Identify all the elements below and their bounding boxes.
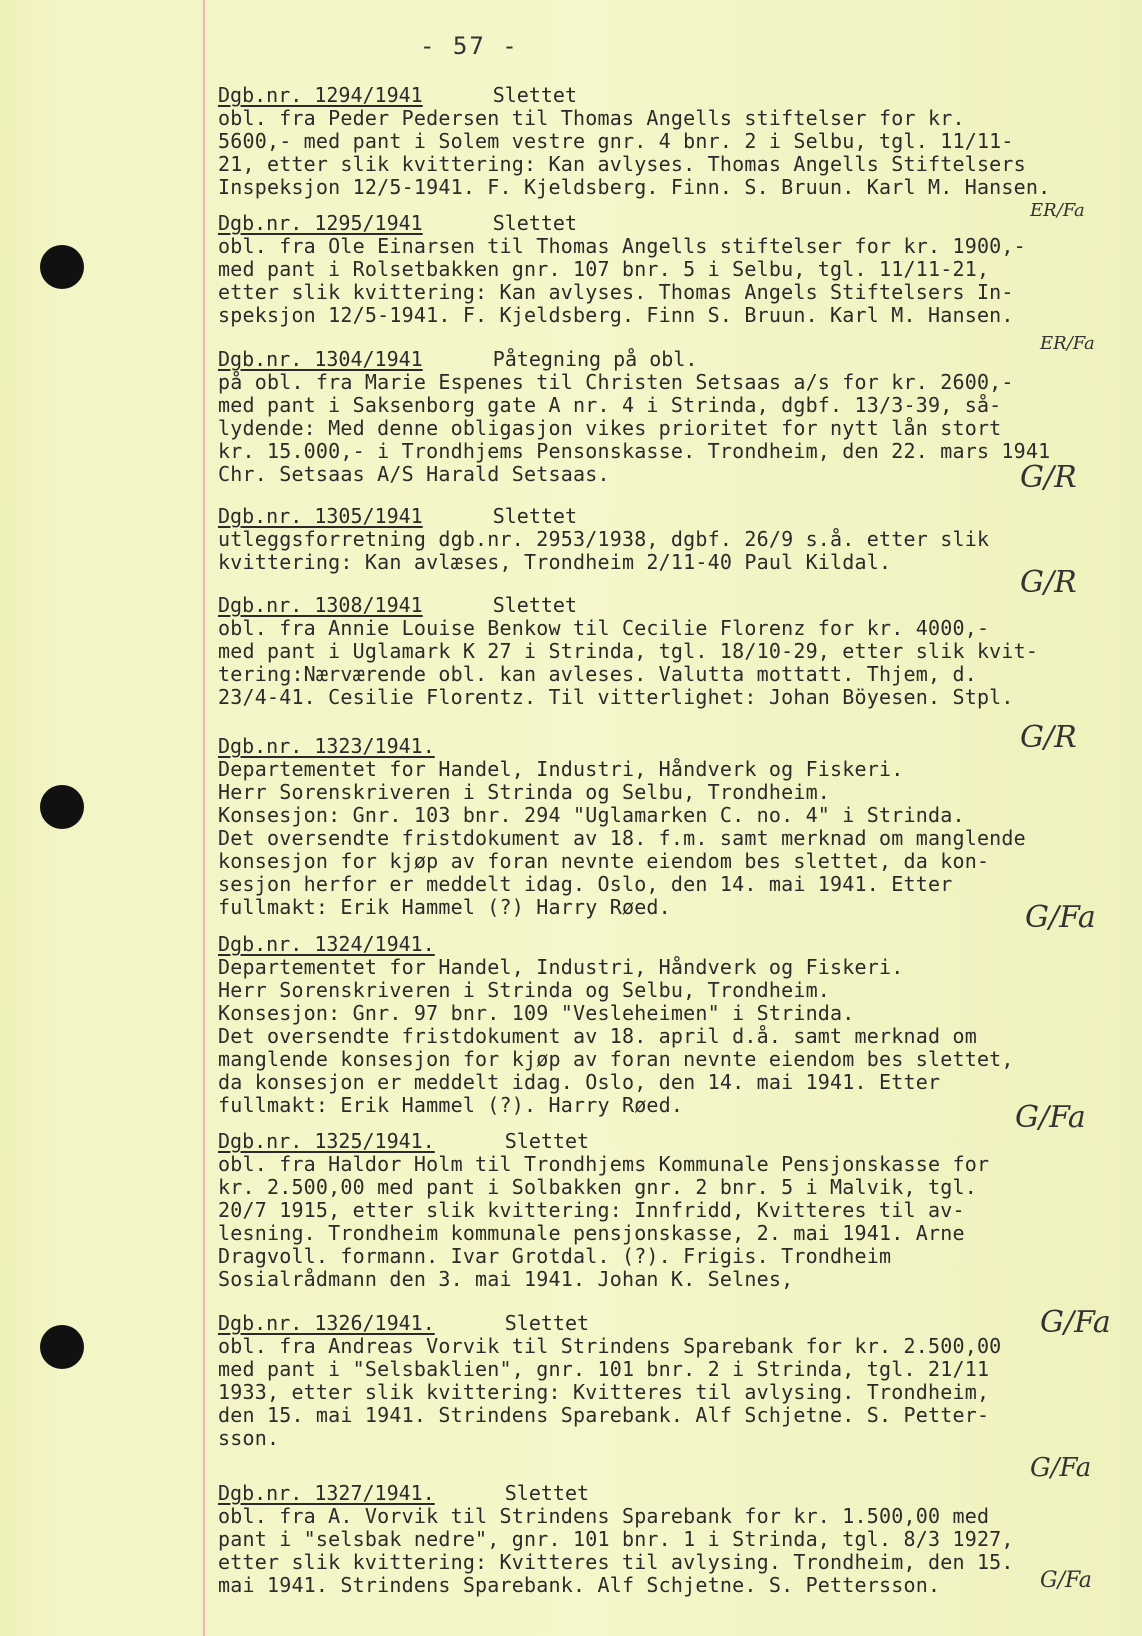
entry-header <box>218 1312 1128 1335</box>
handwritten-mark: ER/Fa <box>1030 200 1085 221</box>
entry-text-line: kr. 15.000,- i Trondhjems Pensonskasse. Trondheim, den 22. mars 1941 <box>218 439 1051 463</box>
entry-text-line: kr. 2.500,00 med pant i Solbakken gnr. 2 bnr. 5 i Malvik, tgl. <box>218 1175 977 1199</box>
entry-text-line: obl. fra Peder Pedersen til Thomas Angells stiftelser for kr. <box>218 106 965 130</box>
entry-text-line: da konsesjon er meddelt idag. Oslo, den 14. mai 1941. Etter <box>218 1070 941 1094</box>
entry-status: Slettet <box>504 1481 590 1505</box>
entry-text-line: Dragvoll. formann. Ivar Grotdal. (?). Frigis. Trondheim <box>218 1244 892 1268</box>
ledger-entry <box>218 348 1128 486</box>
page-number: - 57 - <box>420 32 519 60</box>
entry-text-line: obl. fra Haldor Holm til Trondhjems Kommunale Pensjonskasse for <box>218 1152 990 1176</box>
ledger-entry <box>218 1482 1128 1597</box>
entry-text-line: Konsesjon: Gnr. 103 bnr. 294 "Uglamarken C. no. 4" i Strinda. <box>218 803 965 827</box>
entry-text-line: på obl. fra Marie Espenes til Christen Setsaas a/s for kr. 2600,- <box>218 370 1014 394</box>
entry-text-line: pant i "selsbak nedre", gnr. 101 bnr. 1 i Strinda, tgl. 8/3 1927, <box>218 1527 1014 1551</box>
entry-status: Slettet <box>492 83 577 107</box>
entry-text-line: kvittering: Kan avlæses, Trondheim 2/11-40 Paul Kildal. <box>218 550 892 574</box>
ledger-entry <box>218 1130 1128 1291</box>
entry-status: Slettet <box>492 593 577 617</box>
entry-text-line: sson. <box>218 1426 280 1450</box>
entry-header <box>218 212 1128 235</box>
entry-header <box>218 594 1128 617</box>
handwritten-mark: G/R <box>1020 720 1077 755</box>
handwritten-mark: G/R <box>1020 565 1077 600</box>
entry-ref: Dgb.nr. 1323/1941. <box>218 734 435 758</box>
handwritten-mark: G/Fa <box>1030 1453 1092 1483</box>
entry-text-line: Det oversendte fristdokument av 18. f.m. samt merknad om manglende <box>218 826 1026 850</box>
entry-text-line: med pant i Rolsetbakken gnr. 107 bnr. 5 i Selbu, tgl. 11/11-21, <box>218 257 990 281</box>
entry-text-line: Departementet for Handel, Industri, Håndverk og Fiskeri. <box>218 955 904 979</box>
entry-status: Slettet <box>492 504 577 528</box>
entry-text-line: sesjon herfor er meddelt idag. Oslo, den 14. mai 1941. Etter <box>218 872 953 896</box>
entry-header <box>218 1482 1128 1505</box>
handwritten-mark: G/Fa <box>1040 1568 1092 1593</box>
entry-ref: Dgb.nr. 1305/1941 <box>218 504 423 528</box>
entry-text-line: 5600,- med pant i Solem vestre gnr. 4 bnr. 2 i Selbu, tgl. 11/11- <box>218 129 1014 153</box>
margin-line <box>203 0 205 1636</box>
entry-ref: Dgb.nr. 1308/1941 <box>218 593 423 617</box>
entry-text-line: med pant i Saksenborg gate A nr. 4 i Strinda, dgbf. 13/3-39, så- <box>218 393 1002 417</box>
ledger-entry <box>218 735 1128 919</box>
handwritten-mark: ER/Fa <box>1040 333 1095 354</box>
entry-status: Påtegning på obl. <box>492 347 698 371</box>
entry-text-line: 23/4-41. Cesilie Florentz. Til vitterlighet: Johan Böyesen. Stpl. <box>218 685 1014 709</box>
entry-text-line: utleggsforretning dgb.nr. 2953/1938, dgbf. 26/9 s.å. etter slik <box>218 527 990 551</box>
entry-status: Slettet <box>504 1311 590 1335</box>
entry-text-line: Sosialrådmann den 3. mai 1941. Johan K. Selnes, <box>218 1267 794 1291</box>
punch-hole <box>40 245 84 289</box>
entry-text-line: med pant i Uglamark K 27 i Strinda, tgl. 18/10-29, etter slik kvit- <box>218 639 1039 663</box>
punch-hole <box>40 785 84 829</box>
entry-ref: Dgb.nr. 1326/1941. <box>218 1311 435 1335</box>
entry-text-line: konsesjon for kjøp av foran nevnte eiendom bes slettet, da kon- <box>218 849 990 873</box>
entry-ref: Dgb.nr. 1327/1941. <box>218 1481 435 1505</box>
entry-header <box>218 1130 1128 1153</box>
entry-text-line: fullmakt: Erik Hammel (?). Harry Røed. <box>218 1093 684 1117</box>
entry-text-line: med pant i "Selsbaklien", gnr. 101 bnr. 2 i Strinda, tgl. 21/11 <box>218 1357 990 1381</box>
entry-header <box>218 735 1128 758</box>
entry-status: Slettet <box>504 1129 590 1153</box>
ledger-entry <box>218 594 1128 709</box>
handwritten-mark: G/Fa <box>1040 1305 1111 1340</box>
entry-text-line: obl. fra Andreas Vorvik til Strindens Sparebank for kr. 2.500,00 <box>218 1334 1002 1358</box>
entry-header <box>218 505 1128 528</box>
ledger-entry <box>218 505 1128 574</box>
entry-ref: Dgb.nr. 1295/1941 <box>218 211 423 235</box>
entry-text-line: Departementet for Handel, Industri, Håndverk og Fiskeri. <box>218 757 904 781</box>
entry-ref: Dgb.nr. 1294/1941 <box>218 83 423 107</box>
entry-text-line: 20/7 1915, etter slik kvittering: Innfridd, Kvitteres til av- <box>218 1198 965 1222</box>
entry-text-line: obl. fra Annie Louise Benkow til Cecilie Florenz for kr. 4000,- <box>218 616 990 640</box>
ledger-entry <box>218 84 1128 199</box>
entry-text-line: obl. fra Ole Einarsen til Thomas Angells stiftelser for kr. 1900,- <box>218 234 1026 258</box>
entry-header <box>218 84 1128 107</box>
entry-text-line: tering:Nærværende obl. kan avleses. Valutta mottatt. Thjem, d. <box>218 662 977 686</box>
entry-status: Slettet <box>492 211 577 235</box>
entry-text-line: etter slik kvittering: Kvitteres til avlysing. Trondheim, den 15. <box>218 1550 1014 1574</box>
punch-hole <box>40 1325 84 1369</box>
entry-ref: Dgb.nr. 1325/1941. <box>218 1129 435 1153</box>
entry-text-line: lydende: Med denne obligasjon vikes prioritet for nytt lån stort <box>218 416 1002 440</box>
handwritten-mark: G/R <box>1020 460 1077 495</box>
ledger-entry <box>218 1312 1128 1450</box>
entry-text-line: Herr Sorenskriveren i Strinda og Selbu, Trondheim. <box>218 978 831 1002</box>
ledger-entry <box>218 933 1128 1117</box>
entry-text-line: den 15. mai 1941. Strindens Sparebank. Alf Schjetne. S. Petter- <box>218 1403 990 1427</box>
entry-text-line: Chr. Setsaas A/S Harald Setsaas. <box>218 462 610 486</box>
entry-text-line: obl. fra A. Vorvik til Strindens Sparebank for kr. 1.500,00 med <box>218 1504 990 1528</box>
entry-text-line: 1933, etter slik kvittering: Kvitteres til avlysing. Trondheim, <box>218 1380 990 1404</box>
entry-text-line: lesning. Trondheim kommunale pensjonskasse, 2. mai 1941. Arne <box>218 1221 965 1245</box>
entry-text-line: fullmakt: Erik Hammel (?) Harry Røed. <box>218 895 671 919</box>
entry-text-line: etter slik kvittering: Kan avlyses. Thomas Angels Stiftelsers In- <box>218 280 1014 304</box>
entry-text-line: manglende konsesjon for kjøp av foran nevnte eiendom bes slettet, <box>218 1047 1014 1071</box>
entry-text-line: Det oversendte fristdokument av 18. april d.å. samt merknad om <box>218 1024 977 1048</box>
entry-text-line: Herr Sorenskriveren i Strinda og Selbu, Trondheim. <box>218 780 831 804</box>
entry-header <box>218 348 1128 371</box>
entry-text-line: speksjon 12/5-1941. F. Kjeldsberg. Finn S. Bruun. Karl M. Hansen. <box>218 303 1014 327</box>
entry-text-line: 21, etter slik kvittering: Kan avlyses. Thomas Angells Stiftelsers <box>218 152 1026 176</box>
handwritten-mark: G/Fa <box>1025 900 1096 935</box>
ledger-entry <box>218 212 1128 327</box>
entry-text-line: mai 1941. Strindens Sparebank. Alf Schjetne. S. Pettersson. <box>218 1573 941 1597</box>
handwritten-mark: G/Fa <box>1015 1100 1086 1135</box>
entry-ref: Dgb.nr. 1304/1941 <box>218 347 423 371</box>
entry-text-line: Konsesjon: Gnr. 97 bnr. 109 "Vesleheimen" i Strinda. <box>218 1001 855 1025</box>
entry-ref: Dgb.nr. 1324/1941. <box>218 932 435 956</box>
entry-header <box>218 933 1128 956</box>
entry-text-line: Inspeksjon 12/5-1941. F. Kjeldsberg. Finn. S. Bruun. Karl M. Hansen. <box>218 175 1051 199</box>
